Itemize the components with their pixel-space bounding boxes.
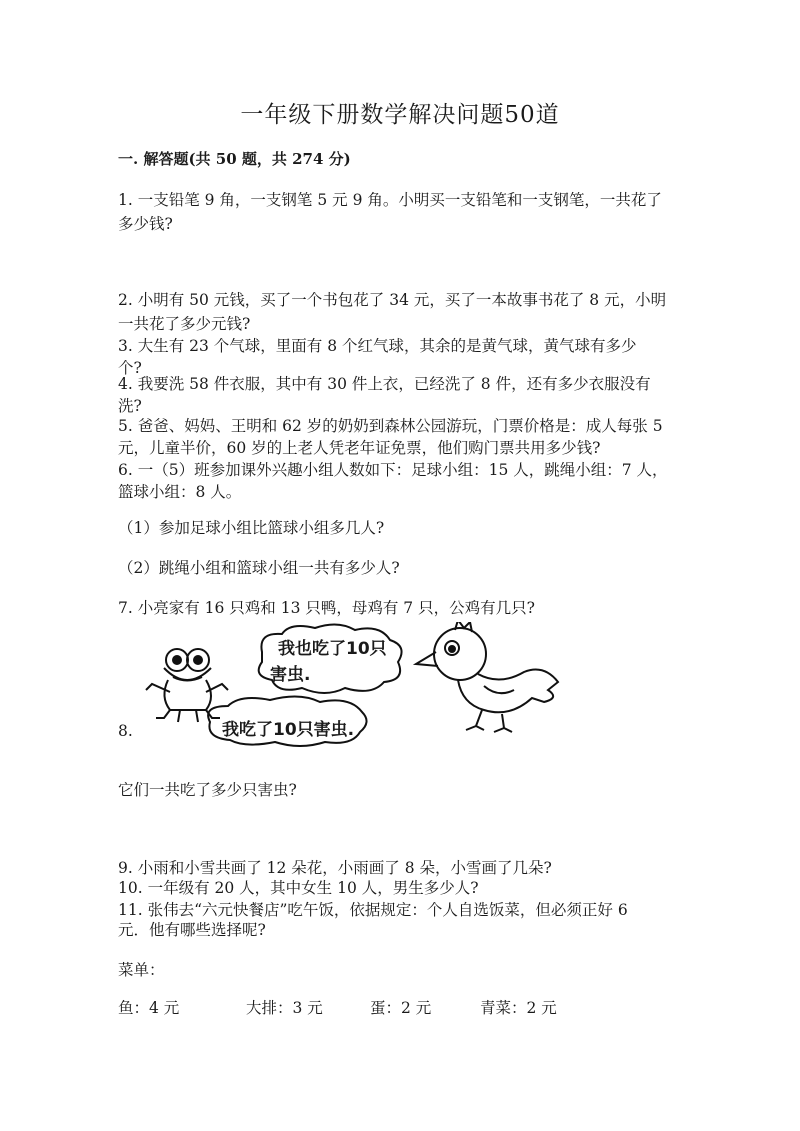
- section-heading: 一. 解答题(共 50 题，共 274 分): [118, 150, 351, 168]
- frog-bubble-text: 我吃了10只害虫.: [222, 720, 355, 740]
- q10-line: 10. 一年级有 20 人，其中女生 10 人，男生多少人?: [118, 879, 479, 897]
- bird-bubble-text-2: 害虫.: [270, 665, 311, 685]
- q6-line-2: 篮球小组：8 人。: [118, 483, 242, 501]
- q2-line-2: 一共花了多少元钱?: [118, 315, 251, 333]
- menu-item-egg: 蛋：2 元: [370, 999, 432, 1017]
- q5-line-2: 元，儿童半价，60 岁的上老人凭老年证免票，他们购门票共用多少钱?: [118, 439, 601, 457]
- menu-item-greens: 青菜：2 元: [480, 999, 557, 1017]
- q1-line-1: 1. 一支铅笔 9 角，一支钢笔 5 元 9 角。小明买一支铅笔和一支钢笔，一共花了: [118, 191, 662, 209]
- menu-item-pork-chop: 大排：3 元: [246, 999, 323, 1017]
- q3-line-1: 3. 大生有 23 个气球，里面有 8 个红气球，其余的是黄气球，黄气球有多少: [118, 337, 637, 355]
- q3-line-2: 个?: [118, 359, 142, 377]
- q1-line-2: 多少钱?: [118, 215, 173, 233]
- q8-question: 它们一共吃了多少只害虫?: [118, 781, 297, 799]
- q7-line: 7. 小亮家有 16 只鸡和 13 只鸭，母鸡有 7 只，公鸡有几只?: [118, 599, 535, 617]
- q6-sub-2: （2）跳绳小组和篮球小组一共有多少人?: [118, 559, 400, 577]
- bird-bubble-text-1: 我也吃了10只: [278, 639, 387, 659]
- q6-sub-1: （1）参加足球小组比篮球小组多几人?: [118, 519, 385, 537]
- menu-item-fish: 鱼：4 元: [118, 999, 180, 1017]
- q11-line-1: 11. 张伟去“六元快餐店”吃午饭，依据规定：个人自选饭菜，但必须正好 6: [118, 901, 628, 919]
- q6-line-1: 6. 一（5）班参加课外兴趣小组人数如下：足球小组：15 人，跳绳小组：7 人，: [118, 461, 668, 479]
- menu-heading: 菜单：: [118, 961, 165, 979]
- q8-number: 8.: [118, 722, 133, 740]
- q9-line: 9. 小雨和小雪共画了 12 朵花，小雨画了 8 朵，小雪画了几朵?: [118, 859, 552, 877]
- q4-line-1: 4. 我要洗 58 件衣服，其中有 30 件上衣，已经洗了 8 件，还有多少衣服没有: [118, 375, 651, 393]
- q2-line-1: 2. 小明有 50 元钱，买了一个书包花了 34 元，买了一本故事书花了 8 元，小明: [118, 291, 667, 309]
- q5-line-1: 5. 爸爸、妈妈、王明和 62 岁的奶奶到森林公园游玩，门票价格是：成人每张 5: [118, 417, 663, 435]
- q11-line-2: 元．他有哪些选择呢?: [118, 921, 266, 939]
- page-title: 一年级下册数学解决问题50道: [240, 102, 560, 128]
- frog-icon: [146, 649, 228, 722]
- bird-icon: [416, 622, 558, 732]
- q4-line-2: 洗?: [118, 397, 142, 415]
